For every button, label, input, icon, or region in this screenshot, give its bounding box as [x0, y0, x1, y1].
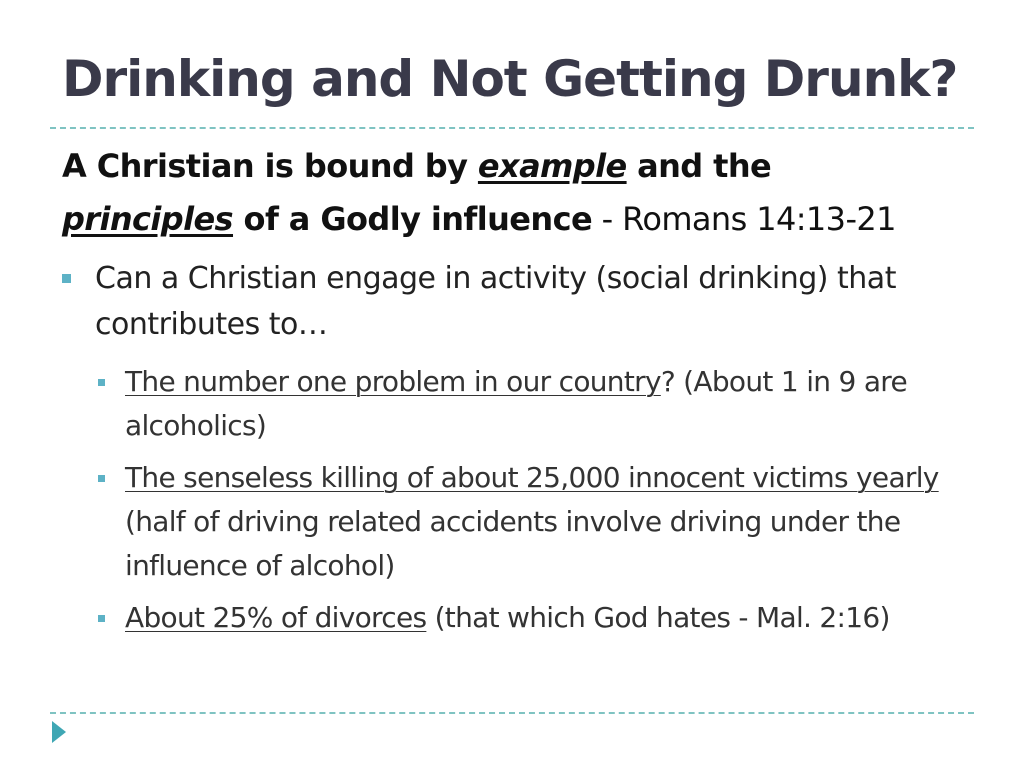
list-item: [98, 456, 998, 588]
sub-bullet-underlined: About 25% of divorces: [125, 601, 427, 634]
main-bullet-text: Can a Christian engage in activity (social drinking) that contributes to…: [95, 261, 896, 342]
sub-bullet-rest: (half of driving related accidents involve driving under the influence of alcohol): [125, 505, 901, 582]
intro-text-3: of a Godly influence: [233, 200, 593, 238]
square-bullet-icon: [62, 274, 71, 283]
sub-bullet-text: [125, 360, 998, 448]
sub-bullet-underlined: The senseless killing of about 25,000 innocent victims yearly: [125, 461, 939, 494]
intro-text-1: A Christian is bound by: [62, 147, 478, 185]
slide-title: Drinking and Not Getting Drunk?: [62, 50, 958, 108]
sub-bullet-text: [125, 596, 998, 640]
intro-paragraph: [62, 140, 992, 246]
square-bullet-icon: [98, 379, 105, 386]
intro-separator: -: [592, 200, 623, 238]
sub-bullet-text: [125, 456, 998, 588]
intro-text-2: and the: [626, 147, 772, 185]
sub-bullet-underlined: The number one problem in our country: [125, 365, 661, 398]
play-arrow-icon[interactable]: [52, 721, 66, 743]
sub-bullet-rest: ? (About 1 in 9 are alcoholics): [125, 365, 908, 442]
top-divider: [50, 127, 974, 129]
intro-emphasis-principles: principles: [62, 200, 234, 238]
sub-bullet-list: [98, 360, 998, 648]
scripture-reference: Romans 14:13-21: [622, 200, 896, 238]
square-bullet-icon: [98, 615, 105, 622]
bottom-divider: [50, 712, 974, 714]
main-bullet: [62, 256, 962, 348]
intro-emphasis-example: example: [477, 147, 627, 185]
list-item: [98, 360, 998, 448]
square-bullet-icon: [98, 475, 105, 482]
list-item: [98, 596, 998, 640]
sub-bullet-rest: (that which God hates - Mal. 2:16): [426, 601, 890, 634]
